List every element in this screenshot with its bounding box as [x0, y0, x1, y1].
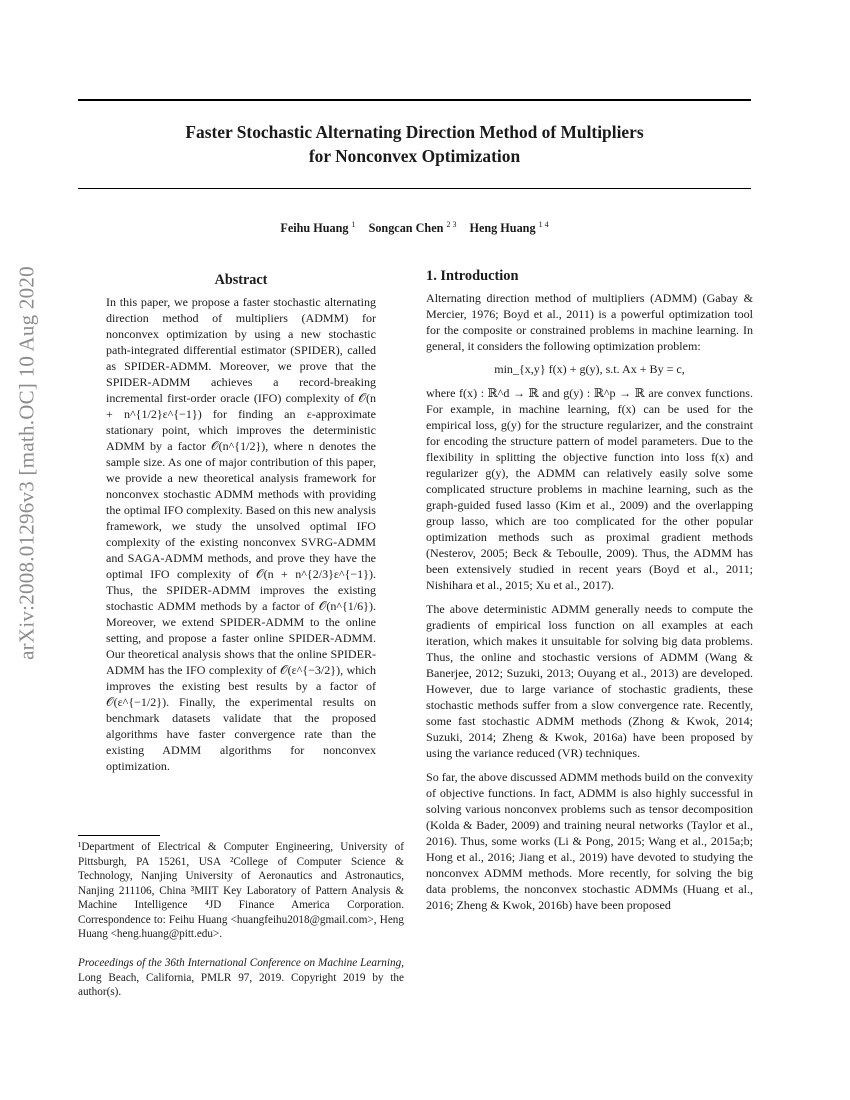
- title-bottom-rule: [78, 188, 751, 189]
- abstract-text: In this paper, we propose a faster stochastic alternating direction method of multipliers (ADMM) for nonconvex optimization by using a new stochastic path-integrated differential estimator (SPIDER), called as SPIDER-ADMM. Moreover, we prove that the SPIDER-ADMM achieves a record-breaking incremental first-order oracle (IFO) complexity of 𝒪(n + n^{1/2}ε^{−1}) for finding an ε-approximate stationary point, which improves the deterministic ADMM by a factor 𝒪(n^{1/2}), where n denotes the sample size. As one of major contribution of this paper, we provide a new theoretical analysis framework for nonconvex stochastic ADMM methods with providing the optimal IFO complexity. Based on this new analysis framework, we study the unsolved optimal IFO complexity of the existing nonconvex SVRG-ADMM and SAGA-ADMM methods, and prove they have the optimal IFO complexity of 𝒪(n + n^{2/3}ε^{−1}). Thus, the SPIDER-ADMM improves the existing stochastic ADMM methods by a factor of 𝒪(n^{1/6}). Moreover, we extend SPIDER-ADMM to the online setting, and propose a faster online SPIDER-ADMM. Our theoretical analysis shows that the online SPIDER-ADMM has the IFO complexity of 𝒪(ε^{−3/2}), which improves the existing best results by a factor of 𝒪(ε^{−1/2}). Finally, the experimental results on benchmark datasets validate that the proposed algorithms have faster convergence rate than the existing ADMM algorithms for nonconvex optimization.: [106, 295, 376, 773]
- title-line-2: for Nonconvex Optimization: [308, 146, 521, 166]
- left-column: [106, 272, 376, 774]
- author-2: Songcan Chen $^{2 3}$: [368, 220, 457, 235]
- author-list: [78, 220, 751, 236]
- author-1: Feihu Huang $^1$: [280, 220, 356, 235]
- optimization-equation: min_{x,y} f(x) + g(y), s.t. Ax + By = c,: [494, 362, 685, 376]
- abstract-heading: Abstract: [214, 272, 268, 288]
- arxiv-sidebar-stamp: [4, 266, 50, 660]
- footnote-text: ¹Department of Electrical & Computer Engineering, University of Pittsburgh, PA 15261, USA ²College of Computer Science & Technology, Nanjing University of Aeronautics and Astronautics, Nanjing 211106, China ³MIIT Key Laboratory of Pattern Analysis & Machine Intelligence ⁴JD Finance America Corporation. Correspondence to: Feihu Huang <huangfeihu2018@gmail.com>, Heng Huang <heng.huang@pitt.edu>.: [78, 841, 404, 940]
- affiliations-footnote: [78, 840, 404, 942]
- intro-paragraph-1: Alternating direction method of multipliers (ADMM) (Gabay & Mercier, 1976; Boyd et al., 2011) is a powerful optimization tool for the composite or constrained problems in machine learning. In general, it considers the following optimization problem:: [426, 291, 753, 353]
- arxiv-id: arXiv:2008.01296v3 [math.OC] 10 Aug 2020: [14, 266, 39, 660]
- proceedings-note: [78, 956, 404, 1000]
- title-line-1: Faster Stochastic Alternating Direction Method of Multipliers: [185, 122, 644, 142]
- footnote-rule: [78, 835, 160, 836]
- intro-paragraph-4: So far, the above discussed ADMM methods build on the convexity of objective functions. In fact, ADMM is also highly successful in solving various nonconvex problems such as tensor decomposition (Kolda & Bader, 2009) and training neural networks (Taylor et al., 2016). Thus, some works (Li & Pong, 2015; Wang et al., 2015a;b; Hong et al., 2016; Jiang et al., 2019) have devoted to studying the nonconvex ADMM methods. More recently, for solving the big data problems, the nonconvex stochastic ADMMs (Huang et al., 2016; Zheng & Kwok, 2016b) have been proposed: [426, 770, 753, 912]
- proceedings-details: , Long Beach, California, PMLR 97, 2019. Copyright 2019 by the author(s).: [78, 957, 404, 998]
- intro-paragraph-2: where f(x) : ℝ^d → ℝ and g(y) : ℝ^p → ℝ are convex functions. For example, in machine learning, f(x) can be used for the empirical loss, g(y) for the structure regularizer, and the constraint for encoding the structure pattern of model parameters. Due to the flexibility in splitting the objective function into loss f(x) and regularizer g(y), the ADMM can relatively easily solve some complicated structure problems in machine learning, such as the graph-guided fused lasso (Kim et al., 2009) and the overlapping group lasso, which are too complicated for the other popular optimization methods such as proximal gradient methods (Nesterov, 2005; Beck & Teboulle, 2009). Thus, the ADMM has been extensively studied in recent years (Boyd et al., 2011; Nishihara et al., 2015; Xu et al., 2017).: [426, 386, 753, 592]
- intro-paragraph-3: The above deterministic ADMM generally needs to compute the gradients of empirical loss function on all examples at each iteration, which makes it unsuitable for solving big data problems. Thus, the online and stochastic versions of ADMM (Wang & Banerjee, 2012; Suzuki, 2013; Ouyang et al., 2013) are developed. However, due to large variance of stochastic gradients, these stochastic methods suffer from a slow convergence rate. Recently, some fast stochastic ADMM methods (Zhong & Kwok, 2014; Suzuki, 2014; Zheng & Kwok, 2016a) have been proposed by using the variance reduced (VR) techniques.: [426, 602, 753, 760]
- section-heading-introduction: 1. Introduction: [426, 268, 519, 284]
- title-top-rule: [78, 99, 751, 101]
- paper-title: [78, 120, 751, 168]
- right-column: [426, 268, 753, 913]
- author-3: Heng Huang $^{1 4}$: [469, 220, 549, 235]
- proceedings-venue: Proceedings of the 36th International Conference on Machine Learning: [78, 957, 402, 969]
